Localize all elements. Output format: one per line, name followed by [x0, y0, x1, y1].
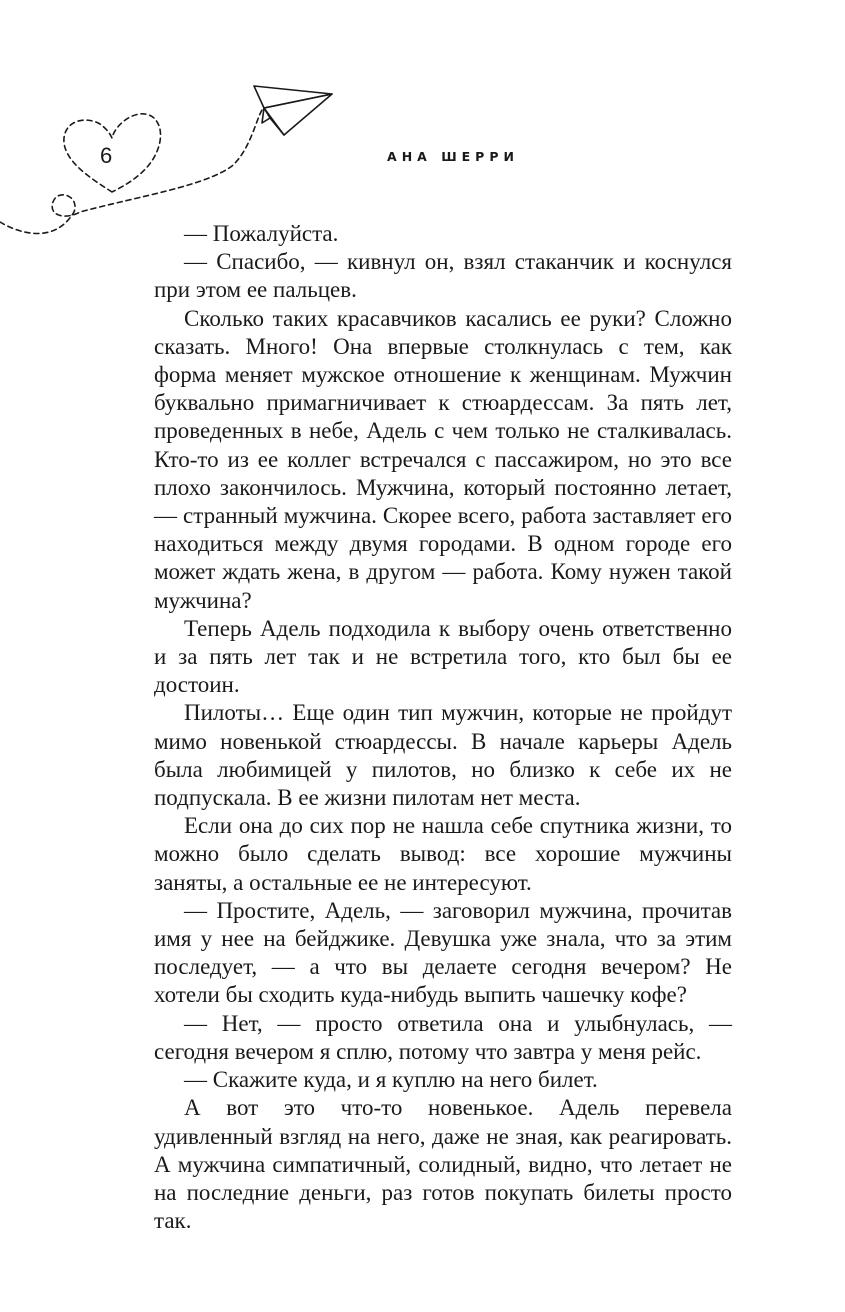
dashed-heart-trail-icon	[0, 110, 262, 234]
page-number: 6	[100, 143, 113, 168]
running-head-author: АНА ШЕРРИ	[387, 149, 519, 164]
paragraph: Сколько таких красавчиков касались ее руки? Сложно сказать. Много! Она впервые столкнулась с тем, как форма меняет мужское отношение к женщинам. Мужчин буквально примагничивает к стюардессам. За пять лет, проведенных в небе, Адель с чем только не сталкивалась. Кто-то из ее коллег встречался с пассажиром, но это все плохо закончилось. Мужчина, который постоянно летает, — странный мужчина. Скорее всего, работа заставляет его находиться между двумя городами. В одном городе его может ждать жена, в другом — работа. Кому нужен такой мужчина?	[154, 305, 732, 613]
paragraph: — Простите, Адель, — заговорил мужчина, прочитав имя у нее на бейджике. Девушка уже знала, что за этим последует, — а что вы делаете сегодня вечером? Не хотели бы сходить куда-нибудь выпить чашечку кофе?	[154, 897, 732, 1008]
paragraph: А вот это что-то новенькое. Адель перевела удивленный взгляд на него, даже не зная, как реагировать. А мужчина симпатичный, солидный, видно, что летает не на последние деньги, раз готов покупать билеты просто так.	[154, 1095, 732, 1234]
paragraph: Пилоты… Еще один тип мужчин, которые не пройдут мимо новенькой стюардессы. В начале карьеры Адель была любимицей у пилотов, но близко к себе их не подпускала. В ее жизни пилотам нет места.	[154, 700, 732, 811]
body-text	[154, 220, 732, 1235]
paragraph: — Скажите куда, и я куплю на него билет.	[184, 1067, 598, 1093]
paragraph: — Пожалуйста.	[184, 221, 339, 246]
paragraph: — Нет, — просто ответила она и улыбнулась, — сегодня вечером я сплю, потому что завтра у меня рейс.	[154, 1010, 732, 1064]
paragraph: Если она до сих пор не нашла себе спутника жизни, то можно было сделать вывод: все хорошие мужчины заняты, а остальные ее не интересуют.	[154, 813, 732, 895]
paragraph: — Спасибо, — кивнул он, взял стаканчик и коснулся при этом ее пальцев.	[154, 249, 732, 303]
paper-plane-icon	[254, 86, 332, 135]
paragraph: Теперь Адель подходила к выбору очень ответственно и за пять лет так и не встретила того, кто был бы ее достоин.	[154, 615, 732, 698]
